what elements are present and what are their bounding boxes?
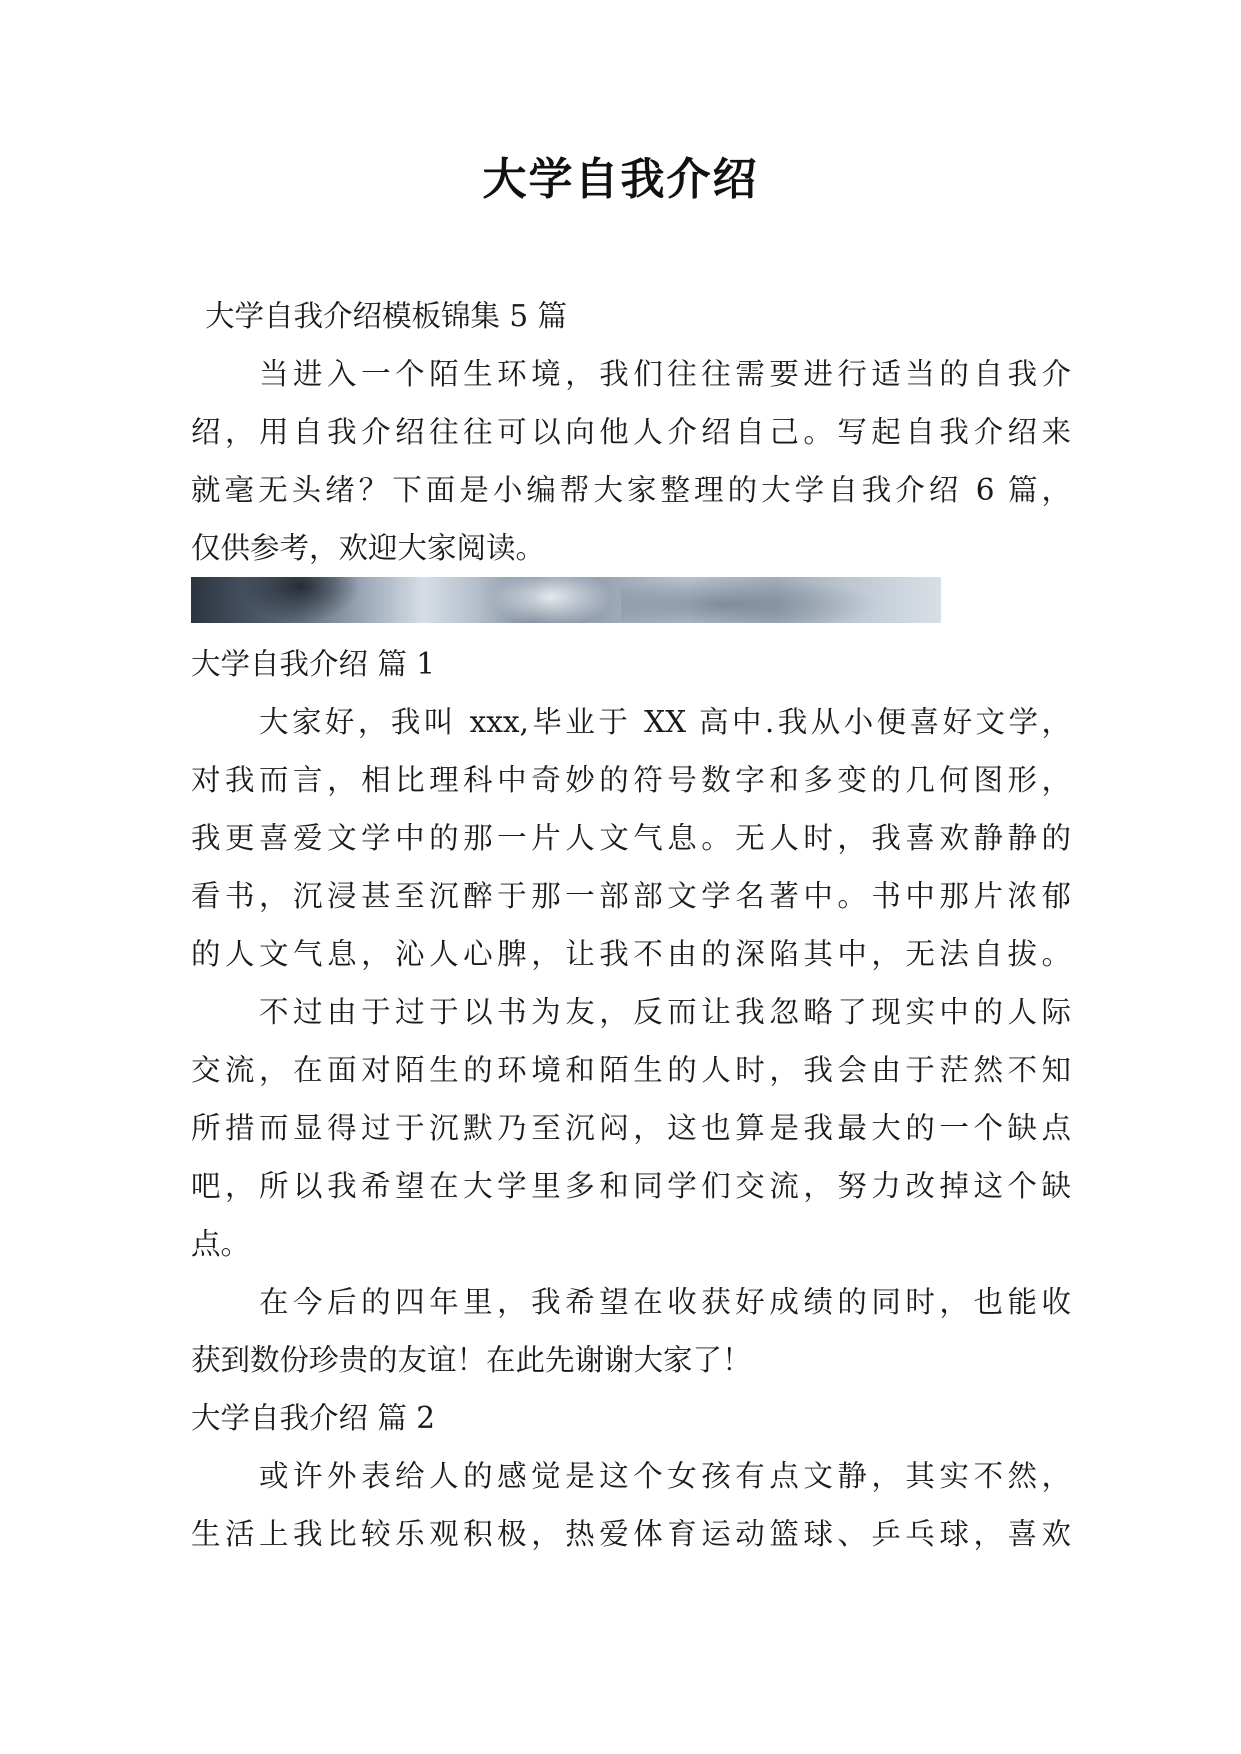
banner-shade (491, 577, 611, 623)
document-body (191, 287, 1071, 1563)
banner-shade (621, 577, 881, 623)
banner-image (191, 577, 941, 623)
section2-paragraph-1 (191, 1447, 1071, 1563)
text-line: 对我而言，相比理科中奇妙的符号数字和多变的几何图形， (191, 763, 1071, 797)
banner-shade (241, 577, 361, 623)
section-heading: 大学自我介绍 篇 2 (191, 1401, 436, 1435)
text-line: 看书，沉浸甚至沉醉于那一部部文学名著中。书中那片浓郁 (191, 879, 1071, 913)
text-line: 所措而显得过于沉默乃至沉闷，这也算是我最大的一个缺点 (191, 1111, 1071, 1145)
document-subtitle: 大学自我介绍模板锦集 5 篇 (205, 299, 568, 333)
text-line: 绍，用自我介绍往往可以向他人介绍自己。写起自我介绍来 (191, 415, 1071, 449)
intro-paragraph (191, 345, 1071, 577)
text-line: 我更喜爱文学中的那一片人文气息。无人时，我喜欢静静的 (191, 821, 1071, 855)
text-line: 的人文气息，沁人心脾，让我不由的深陷其中，无法自拔。 (191, 937, 1071, 971)
text-line: 在今后的四年里，我希望在收获好成绩的同时，也能收 (259, 1285, 1071, 1319)
section-heading: 大学自我介绍 篇 1 (191, 647, 436, 681)
text-line: 仅供参考，欢迎大家阅读。 (191, 531, 546, 565)
document-title: 大学自我介绍 (482, 154, 759, 205)
text-line: 或许外表给人的感觉是这个女孩有点文静，其实不然， (259, 1459, 1071, 1493)
text-line: 生活上我比较乐观积极，热爱体育运动篮球、乒乓球，喜欢 (191, 1517, 1071, 1551)
text-line: 交流，在面对陌生的环境和陌生的人时，我会由于茫然不知 (191, 1053, 1071, 1087)
text-line: 当进入一个陌生环境，我们往往需要进行适当的自我介 (259, 357, 1071, 391)
text-line: 获到数份珍贵的友谊！在此先谢谢大家了！ (191, 1343, 752, 1377)
text-line: 不过由于过于以书为友，反而让我忽略了现实中的人际 (259, 995, 1071, 1029)
text-line: 就毫无头绪？下面是小编帮大家整理的大学自我介绍 6 篇， (191, 473, 1071, 507)
section1-paragraph-2 (191, 983, 1071, 1273)
text-line: 点。 (191, 1227, 251, 1261)
text-line: 大家好，我叫 xxx,毕业于 XX 高中.我从小便喜好文学， (259, 705, 1071, 739)
section1-paragraph-1 (191, 693, 1071, 983)
section1-paragraph-3 (191, 1273, 1071, 1389)
text-line: 吧，所以我希望在大学里多和同学们交流，努力改掉这个缺 (191, 1169, 1071, 1203)
